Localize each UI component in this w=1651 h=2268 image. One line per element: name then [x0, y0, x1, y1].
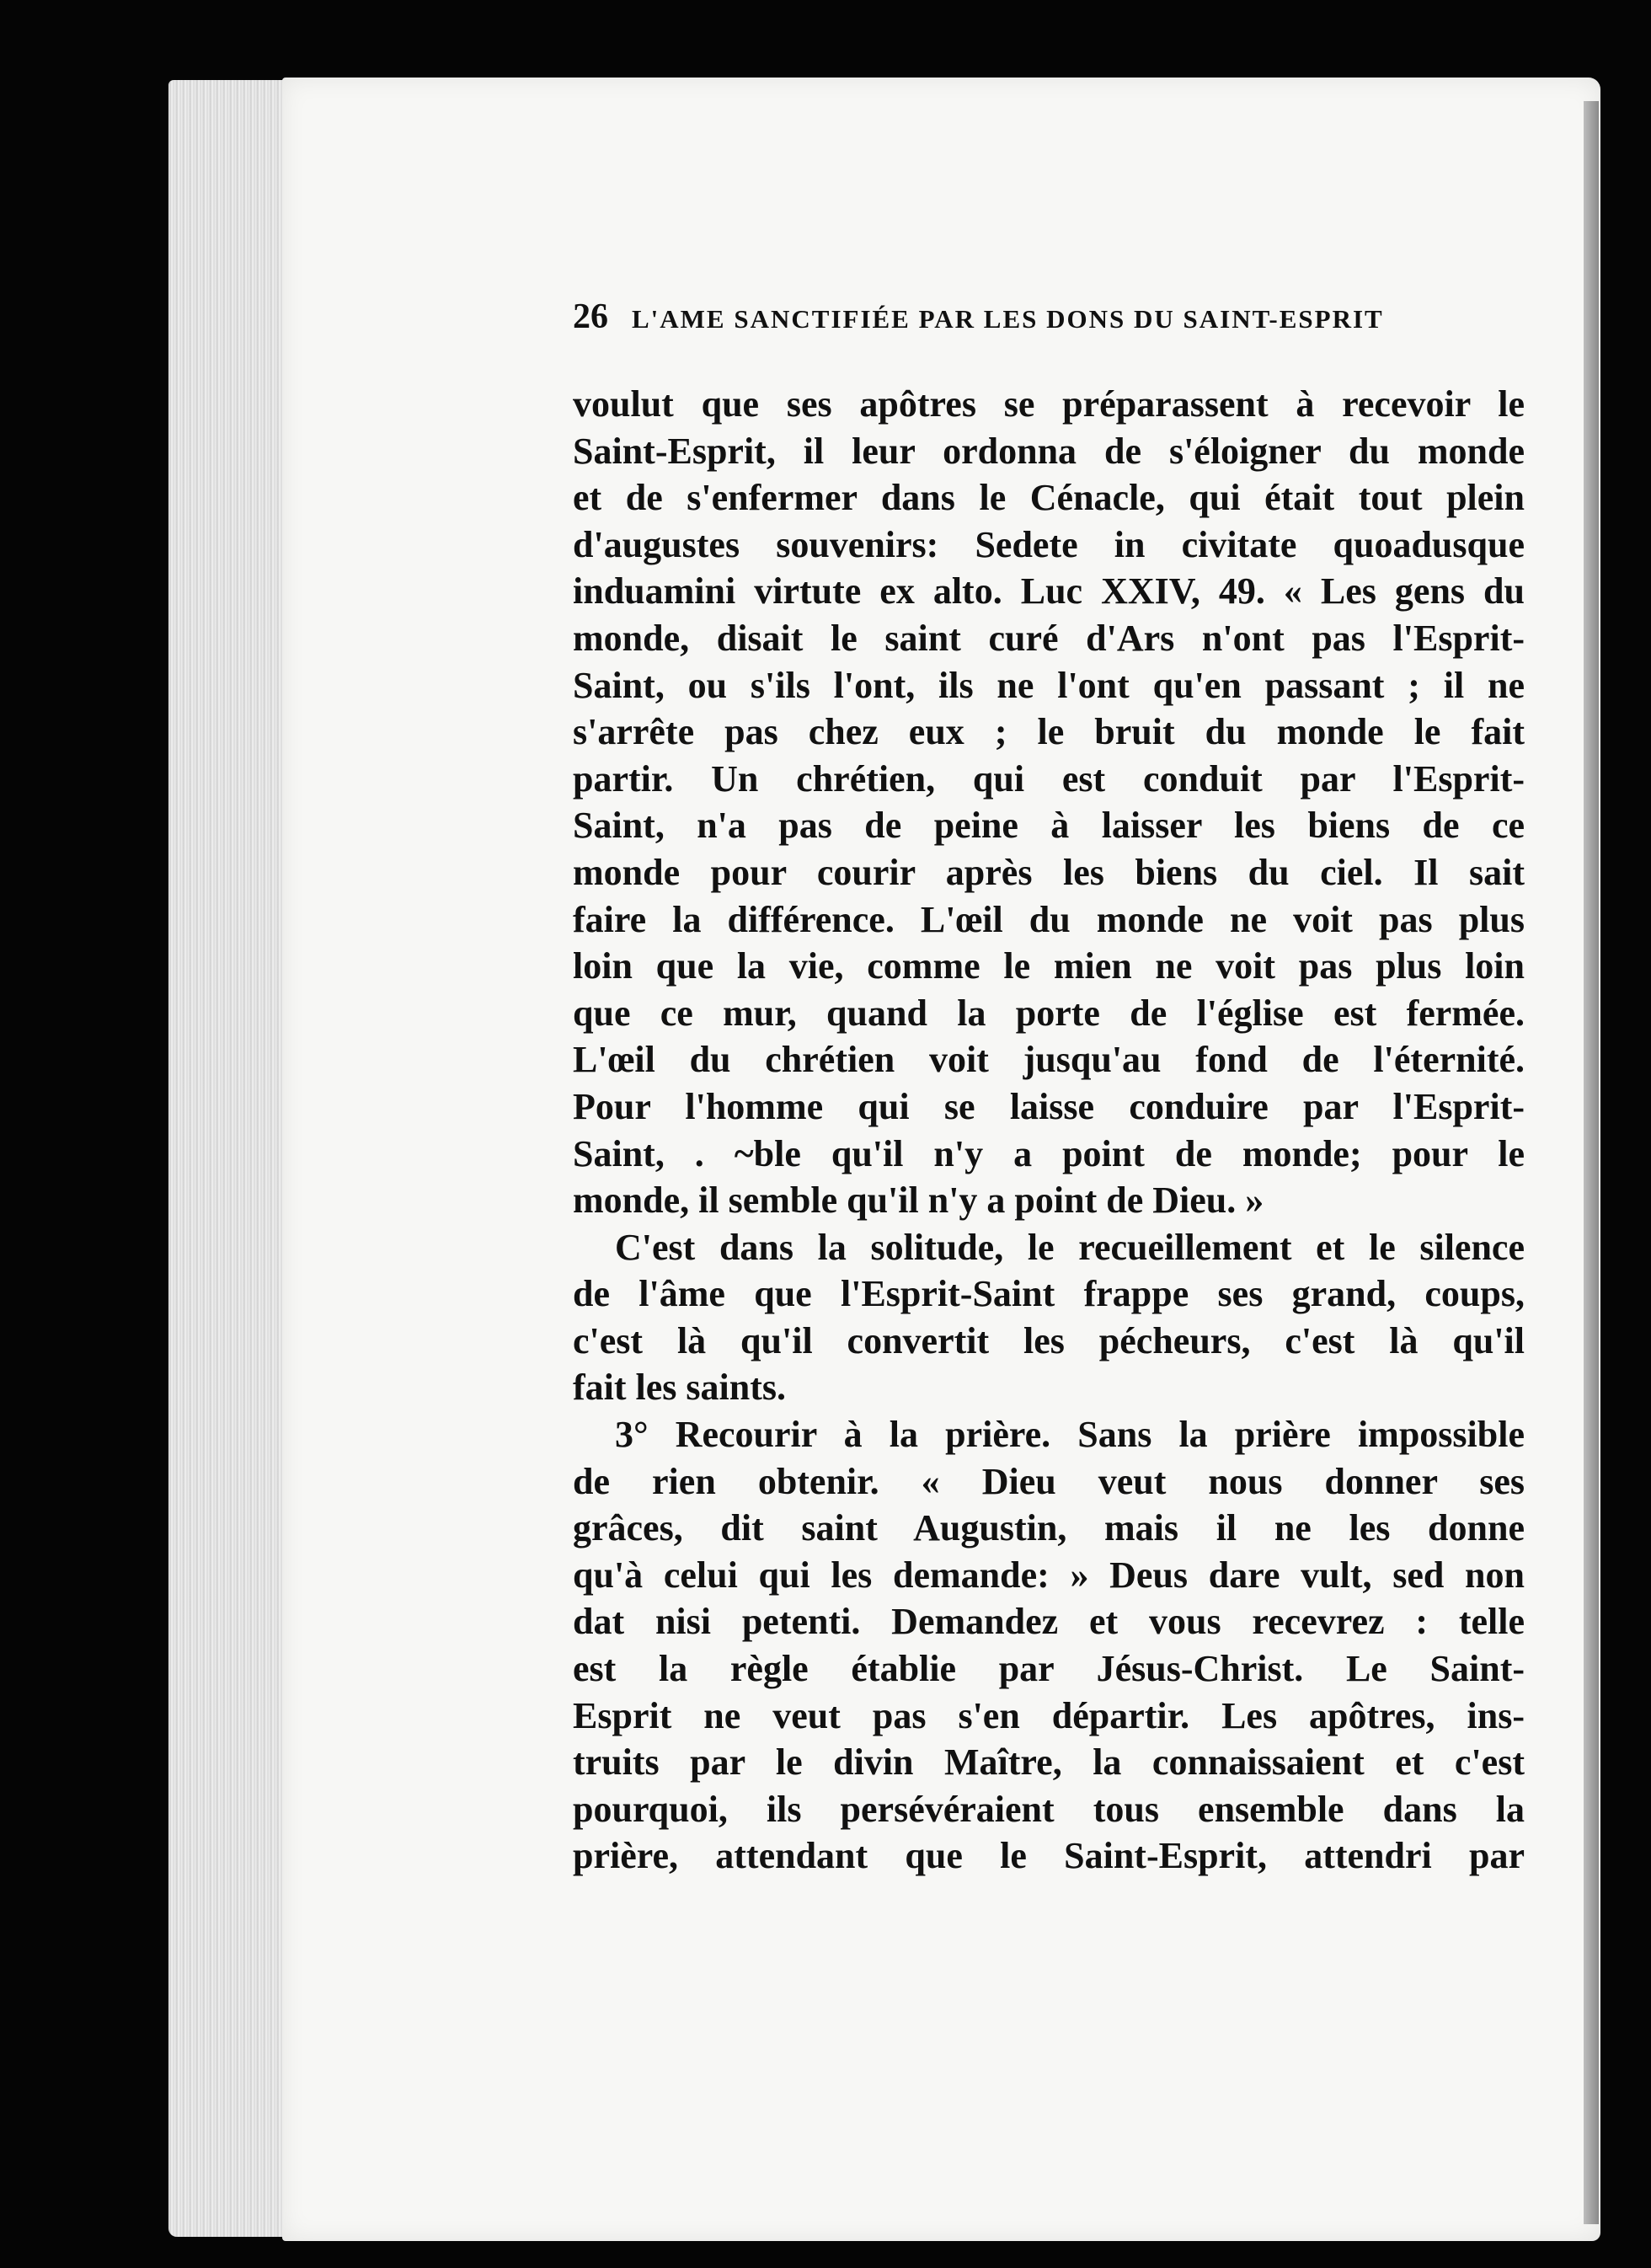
- text-line: d'augustes souvenirs: Sedete in civitate quoadusque: [573, 523, 1525, 565]
- text-line: est la règle établie par Jésus-Christ. Le Saint-: [573, 1648, 1525, 1690]
- text-line: C'est dans la solitude, le recueillement et le silence: [615, 1226, 1525, 1268]
- text-line: c'est là qu'il convertit les pécheurs, c'est là qu'il: [573, 1319, 1525, 1361]
- text-line: loin que la vie, comme le mien ne voit pas plus loin: [573, 945, 1525, 987]
- text-line: grâces, dit saint Augustin, mais il ne les donne: [573, 1507, 1525, 1549]
- text-line: Pour l'homme qui se laisse conduire par l'Esprit-: [573, 1085, 1525, 1127]
- text-line: Saint, n'a pas de peine à laisser les biens de ce: [573, 805, 1525, 847]
- text-line: de rien obtenir. « Dieu veut nous donner ses: [573, 1460, 1525, 1502]
- page-number: 26: [573, 297, 608, 336]
- body-text: [573, 381, 1525, 1880]
- text-line: s'arrête pas chez eux ; le bruit du monde le fait: [573, 711, 1525, 753]
- running-header: [573, 297, 1529, 347]
- text-line: monde, il semble qu'il n'y a point de Dieu. »: [573, 1179, 1264, 1222]
- text-line: truits par le divin Maître, la connaissaient et c'est: [573, 1741, 1525, 1784]
- text-line: dat nisi petenti. Demandez et vous recevrez : telle: [573, 1601, 1525, 1643]
- text-line: L'œil du chrétien voit jusqu'au fond de l'éternité.: [573, 1039, 1525, 1081]
- text-line: induamini virtute ex alto. Luc XXIV, 49. « Les gens du: [573, 570, 1525, 612]
- text-line: que ce mur, quand la porte de l'église est fermée.: [573, 992, 1525, 1034]
- text-line: prière, attendant que le Saint-Esprit, attendri par: [573, 1835, 1525, 1877]
- text-line: monde, disait le saint curé d'Ars n'ont pas l'Esprit-: [573, 617, 1525, 659]
- text-line: Saint, ou s'ils l'ont, ils ne l'ont qu'en passant ; il ne: [573, 664, 1525, 706]
- text-line: voulut que ses apôtres se préparassent à recevoir le: [573, 383, 1525, 425]
- text-line: et de s'enfermer dans le Cénacle, qui était tout plein: [573, 477, 1525, 519]
- text-line: partir. Un chrétien, qui est conduit par l'Esprit-: [573, 757, 1525, 800]
- text-line: faire la différence. L'œil du monde ne voit pas plus: [573, 898, 1525, 940]
- running-title: L'AME SANCTIFIÉE PAR LES DONS DU SAINT-ESPRIT: [632, 304, 1384, 334]
- text-line: Esprit ne veut pas s'en départir. Les apôtres, ins-: [573, 1694, 1525, 1736]
- text-line: fait les saints.: [573, 1367, 786, 1409]
- text-line: Saint, . ~ble qu'il n'y a point de monde; pour le: [573, 1132, 1525, 1174]
- text-line: 3° Recourir à la prière. Sans la prière impossible: [615, 1414, 1525, 1456]
- text-line: qu'à celui qui les demande: » Deus dare vult, sed non: [573, 1554, 1525, 1596]
- text-line: Saint-Esprit, il leur ordonna de s'éloigner du monde: [573, 430, 1525, 472]
- book-page-edges: [168, 80, 295, 2237]
- text-line: de l'âme que l'Esprit-Saint frappe ses grand, coups,: [573, 1273, 1525, 1315]
- text-line: pourquoi, ils persévéraient tous ensemble dans la: [573, 1788, 1525, 1830]
- book-gutter-shadow: [1584, 101, 1599, 2224]
- text-line: monde pour courir après les biens du ciel. Il sait: [573, 851, 1525, 893]
